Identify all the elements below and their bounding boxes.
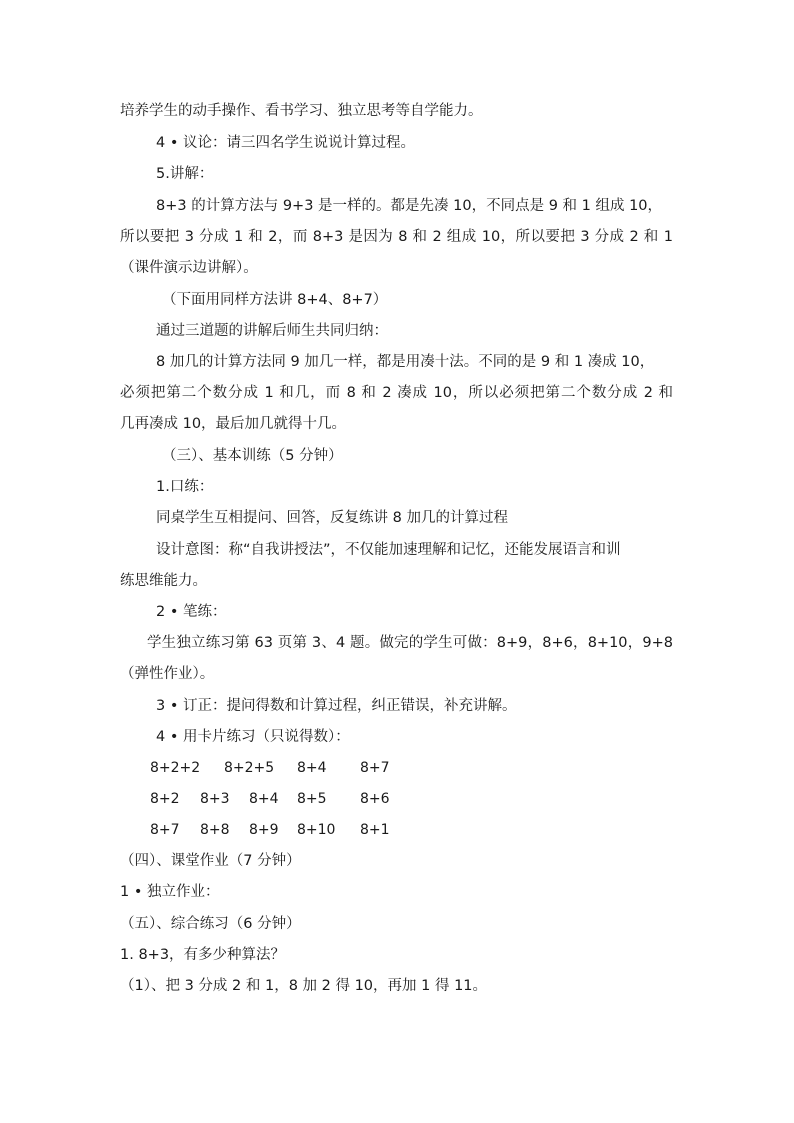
paragraph-line: （下面用同样方法讲 8+4、8+7）	[162, 292, 388, 308]
card-expression: 8+4	[249, 791, 279, 807]
card-expression: 8+5	[297, 791, 327, 807]
subsection-heading: 1.口练：	[156, 479, 214, 495]
card-expression: 8+2	[150, 791, 180, 807]
explanation-heading: 5.讲解：	[156, 166, 214, 182]
paragraph-line: 设计意图：称“自我讲授法”，不仅能加速理解和记忆，还能发展语言和训	[156, 542, 621, 558]
card-expression: 8+8	[200, 822, 230, 838]
card-expression: 8+9	[249, 822, 279, 838]
card-row	[0, 758, 794, 778]
card-expression: 8+2+5	[224, 760, 275, 776]
card-expression: 8+4	[297, 760, 327, 776]
paragraph-line: 练思维能力。	[120, 573, 207, 589]
card-row	[0, 789, 794, 809]
subsection-heading: 4 • 用卡片练习（只说得数）：	[156, 729, 350, 745]
card-expression: 8+10	[297, 822, 336, 838]
subsection-heading: 1 • 独立作业：	[120, 884, 220, 900]
paragraph-line: 同桌学生互相提问、回答，反复练讲 8 加几的计算过程	[156, 510, 508, 526]
card-expression: 8+7	[360, 760, 390, 776]
section-heading: （五）、综合练习（6 分钟）	[120, 916, 301, 932]
card-expression: 8+1	[360, 822, 390, 838]
subsection-heading: 2 • 笔练：	[156, 604, 227, 620]
paragraph-line: （弹性作业）。	[120, 666, 215, 682]
section-heading: （三）、基本训练（5 分钟）	[162, 448, 343, 464]
card-expression: 8+2+2	[150, 760, 201, 776]
question-line: 1. 8+3，有多少种算法？	[120, 947, 286, 963]
paragraph-line: 学生独立练习第 63 页第 3、4 题。做完的学生可做：8+9，8+6，8+10，9+8	[147, 635, 673, 651]
paragraph-line: （课件演示边讲解）。	[120, 260, 258, 276]
subsection-heading: 3 • 订正：提问得数和计算过程，纠正错误，补充讲解。	[156, 698, 517, 714]
card-row	[0, 820, 794, 840]
paragraph-line: 必须把第二个数分成 1 和几，而 8 和 2 凑成 10，所以必须把第二个数分成 2 和	[120, 385, 673, 401]
discussion-item: 4 • 议论：请三四名学生说说计算过程。	[156, 135, 415, 151]
paragraph-line: 8 加几的计算方法同 9 加几一样，都是用凑十法。不同的是 9 和 1 凑成 10，	[156, 354, 655, 370]
paragraph-line: 8+3 的计算方法与 9+3 是一样的。都是先凑 10，不同点是 9 和 1 组成 10，	[156, 198, 663, 214]
paragraph-line: 几再凑成 10，最后加几就得十几。	[120, 416, 347, 432]
paragraph-line: 培养学生的动手操作、看书学习、独立思考等自学能力。	[120, 103, 483, 119]
card-expression: 8+3	[200, 791, 230, 807]
section-heading: （四）、课堂作业（7 分钟）	[120, 853, 301, 869]
paragraph-line: 通过三道题的讲解后师生共同归纳：	[156, 323, 388, 339]
answer-line: （1）、把 3 分成 2 和 1，8 加 2 得 10，再加 1 得 11。	[120, 978, 488, 994]
card-expression: 8+6	[360, 791, 390, 807]
paragraph-line: 所以要把 3 分成 1 和 2，而 8+3 是因为 8 和 2 组成 10，所以要把 3 分成 2 和 1	[120, 229, 673, 245]
card-expression: 8+7	[150, 822, 180, 838]
